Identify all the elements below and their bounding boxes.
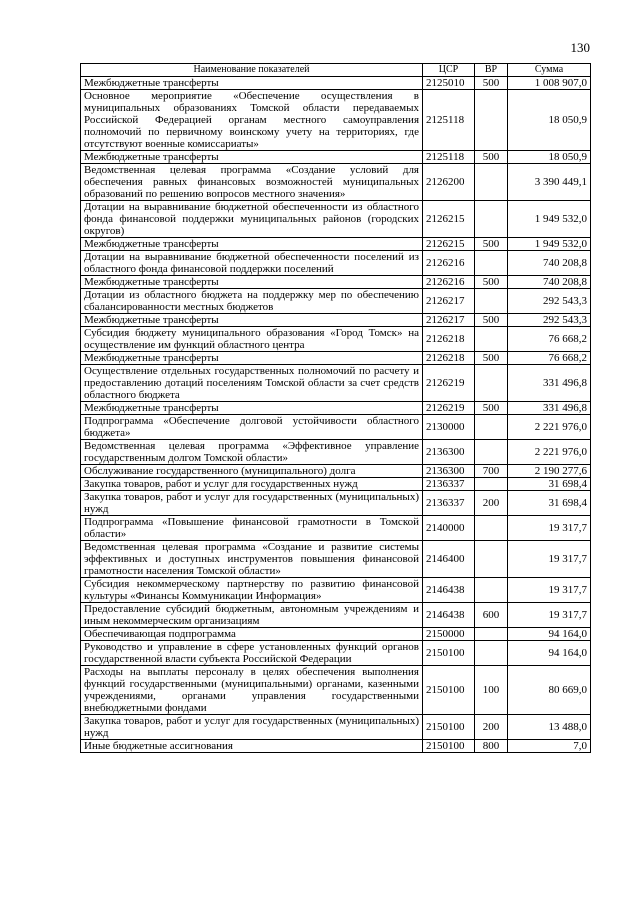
table-row: [81, 516, 591, 541]
table-row: [81, 289, 591, 314]
cell-vr: [475, 327, 508, 352]
table-row: [81, 201, 591, 238]
cell-csr: 2126219: [423, 402, 475, 415]
cell-name: Межбюджетные трансферты: [81, 352, 423, 365]
table-row: [81, 365, 591, 402]
cell-vr: [475, 164, 508, 201]
cell-vr: 500: [475, 276, 508, 289]
cell-name: Ведомственная целевая программа «Эффективное управление государственным долгом Томской области»: [81, 440, 423, 465]
cell-vr: 500: [475, 151, 508, 164]
header-name: Наименование показателей: [81, 64, 423, 77]
cell-csr: 2150100: [423, 666, 475, 715]
table-row: [81, 491, 591, 516]
cell-csr: 2126218: [423, 352, 475, 365]
table-row: [81, 541, 591, 578]
cell-csr: 2126219: [423, 365, 475, 402]
cell-vr: [475, 541, 508, 578]
cell-csr: 2126215: [423, 201, 475, 238]
cell-name: Межбюджетные трансферты: [81, 77, 423, 90]
cell-name: Дотации из областного бюджета на поддержку мер по обеспечению сбалансированности местных бюджетов: [81, 289, 423, 314]
cell-sum: 18 050,9: [508, 151, 591, 164]
cell-csr: 2125010: [423, 77, 475, 90]
table-row: [81, 440, 591, 465]
table-header-row: [81, 64, 591, 77]
cell-csr: 2130000: [423, 415, 475, 440]
table-row: [81, 90, 591, 151]
cell-csr: 2150000: [423, 628, 475, 641]
table-row: [81, 164, 591, 201]
table-row: [81, 641, 591, 666]
cell-sum: 740 208,8: [508, 251, 591, 276]
cell-vr: [475, 365, 508, 402]
cell-vr: 200: [475, 715, 508, 740]
cell-csr: 2126217: [423, 314, 475, 327]
table-row: [81, 578, 591, 603]
cell-csr: 2126215: [423, 238, 475, 251]
page-number: 130: [570, 40, 590, 55]
cell-name: Расходы на выплаты персоналу в целях обеспечения выполнения функций государственными (муниципальными) органами, казенными учреждениями, органами управления государственными внебюджетными фондами: [81, 666, 423, 715]
cell-csr: 2150100: [423, 715, 475, 740]
cell-sum: 2 190 277,6: [508, 465, 591, 478]
cell-sum: 76 668,2: [508, 327, 591, 352]
table-row: [81, 740, 591, 753]
cell-sum: 292 543,3: [508, 289, 591, 314]
table-row: [81, 251, 591, 276]
cell-csr: 2150100: [423, 740, 475, 753]
cell-name: Закупка товаров, работ и услуг для государственных нужд: [81, 478, 423, 491]
cell-sum: 331 496,8: [508, 365, 591, 402]
table-row: [81, 415, 591, 440]
cell-vr: [475, 440, 508, 465]
cell-csr: 2136337: [423, 491, 475, 516]
cell-sum: 1 949 532,0: [508, 201, 591, 238]
cell-sum: 94 164,0: [508, 641, 591, 666]
table-row: [81, 603, 591, 628]
cell-vr: [475, 578, 508, 603]
cell-name: Иные бюджетные ассигнования: [81, 740, 423, 753]
cell-vr: 500: [475, 402, 508, 415]
cell-csr: 2146438: [423, 603, 475, 628]
cell-name: Подпрограмма «Повышение финансовой грамотности в Томской области»: [81, 516, 423, 541]
cell-vr: [475, 415, 508, 440]
cell-sum: 18 050,9: [508, 90, 591, 151]
cell-name: Осуществление отдельных государственных полномочий по расчету и предоставлению дотаций поселениям Томской области за счет средств областного бюджета: [81, 365, 423, 402]
cell-vr: 200: [475, 491, 508, 516]
cell-sum: 1 008 907,0: [508, 77, 591, 90]
cell-sum: 19 317,7: [508, 541, 591, 578]
cell-sum: 19 317,7: [508, 603, 591, 628]
cell-csr: 2136300: [423, 440, 475, 465]
cell-sum: 19 317,7: [508, 516, 591, 541]
cell-sum: 740 208,8: [508, 276, 591, 289]
cell-sum: 19 317,7: [508, 578, 591, 603]
cell-vr: [475, 628, 508, 641]
cell-name: Закупка товаров, работ и услуг для государственных (муниципальных) нужд: [81, 715, 423, 740]
cell-name: Дотации на выравнивание бюджетной обеспеченности из областного фонда финансовой поддержки муниципальных районов (городских округов): [81, 201, 423, 238]
cell-name: Закупка товаров, работ и услуг для государственных (муниципальных) нужд: [81, 491, 423, 516]
cell-sum: 31 698,4: [508, 491, 591, 516]
cell-sum: 2 221 976,0: [508, 440, 591, 465]
cell-csr: 2126216: [423, 276, 475, 289]
cell-vr: [475, 201, 508, 238]
cell-sum: 292 543,3: [508, 314, 591, 327]
table-row: [81, 666, 591, 715]
cell-name: Межбюджетные трансферты: [81, 314, 423, 327]
table-row: [81, 238, 591, 251]
table-row: [81, 151, 591, 164]
cell-csr: 2126218: [423, 327, 475, 352]
cell-vr: 700: [475, 465, 508, 478]
cell-vr: 100: [475, 666, 508, 715]
cell-vr: [475, 251, 508, 276]
table-row: [81, 402, 591, 415]
cell-name: Ведомственная целевая программа «Создание и развитие системы эффективных и доступных инструментов повышения финансовой грамотности населения Томской области»: [81, 541, 423, 578]
cell-name: Основное мероприятие «Обеспечение осуществления в муниципальных образованиях Томской области передаваемых Российской Федерацией органам местного самоуправления полномочий по первичному воинскому учету на территориях, где отсутствуют военные комиссариаты»: [81, 90, 423, 151]
cell-name: Обеспечивающая подпрограмма: [81, 628, 423, 641]
cell-sum: 7,0: [508, 740, 591, 753]
cell-sum: 1 949 532,0: [508, 238, 591, 251]
header-vr: ВР: [475, 64, 508, 77]
table-row: [81, 628, 591, 641]
cell-name: Межбюджетные трансферты: [81, 151, 423, 164]
cell-name: Руководство и управление в сфере установленных функций органов государственной власти субъекта Российской Федерации: [81, 641, 423, 666]
cell-name: Ведомственная целевая программа «Создание условий для обеспечения равных финансовых возможностей муниципальных образований по решению вопросов местного значения»: [81, 164, 423, 201]
cell-sum: 31 698,4: [508, 478, 591, 491]
cell-csr: 2150100: [423, 641, 475, 666]
cell-name: Субсидия некоммерческому партнерству по развитию финансовой культуры «Финансы Коммуникации Информация»: [81, 578, 423, 603]
table-row: [81, 478, 591, 491]
cell-vr: 500: [475, 352, 508, 365]
table-row: [81, 314, 591, 327]
table-row: [81, 77, 591, 90]
cell-csr: 2136300: [423, 465, 475, 478]
cell-csr: 2125118: [423, 151, 475, 164]
table-row: [81, 276, 591, 289]
cell-name: Обслуживание государственного (муниципального) долга: [81, 465, 423, 478]
cell-name: Межбюджетные трансферты: [81, 402, 423, 415]
cell-vr: 500: [475, 77, 508, 90]
cell-name: Межбюджетные трансферты: [81, 238, 423, 251]
header-csr: ЦСР: [423, 64, 475, 77]
table-row: [81, 465, 591, 478]
cell-vr: [475, 516, 508, 541]
cell-name: Дотации на выравнивание бюджетной обеспеченности поселений из областного фонда финансовой поддержки поселений: [81, 251, 423, 276]
cell-csr: 2126217: [423, 289, 475, 314]
cell-csr: 2126200: [423, 164, 475, 201]
cell-csr: 2140000: [423, 516, 475, 541]
cell-vr: [475, 90, 508, 151]
cell-sum: 2 221 976,0: [508, 415, 591, 440]
cell-vr: 800: [475, 740, 508, 753]
table-row: [81, 352, 591, 365]
cell-csr: 2146400: [423, 541, 475, 578]
budget-table: [80, 63, 591, 753]
cell-vr: 500: [475, 314, 508, 327]
cell-sum: 13 488,0: [508, 715, 591, 740]
header-sum: Сумма: [508, 64, 591, 77]
cell-vr: [475, 641, 508, 666]
table-row: [81, 327, 591, 352]
cell-sum: 94 164,0: [508, 628, 591, 641]
cell-sum: 3 390 449,1: [508, 164, 591, 201]
cell-sum: 76 668,2: [508, 352, 591, 365]
cell-name: Подпрограмма «Обеспечение долговой устойчивости областного бюджета»: [81, 415, 423, 440]
cell-sum: 80 669,0: [508, 666, 591, 715]
cell-csr: 2146438: [423, 578, 475, 603]
cell-csr: 2136337: [423, 478, 475, 491]
cell-csr: 2126216: [423, 251, 475, 276]
cell-vr: [475, 478, 508, 491]
cell-vr: 500: [475, 238, 508, 251]
cell-sum: 331 496,8: [508, 402, 591, 415]
cell-vr: 600: [475, 603, 508, 628]
cell-name: Межбюджетные трансферты: [81, 276, 423, 289]
cell-name: Предоставление субсидий бюджетным, автономным учреждениям и иным некоммерческим организациям: [81, 603, 423, 628]
cell-name: Субсидия бюджету муниципального образования «Город Томск» на осуществление им функций областного центра: [81, 327, 423, 352]
table-row: [81, 715, 591, 740]
cell-csr: 2125118: [423, 90, 475, 151]
cell-vr: [475, 289, 508, 314]
